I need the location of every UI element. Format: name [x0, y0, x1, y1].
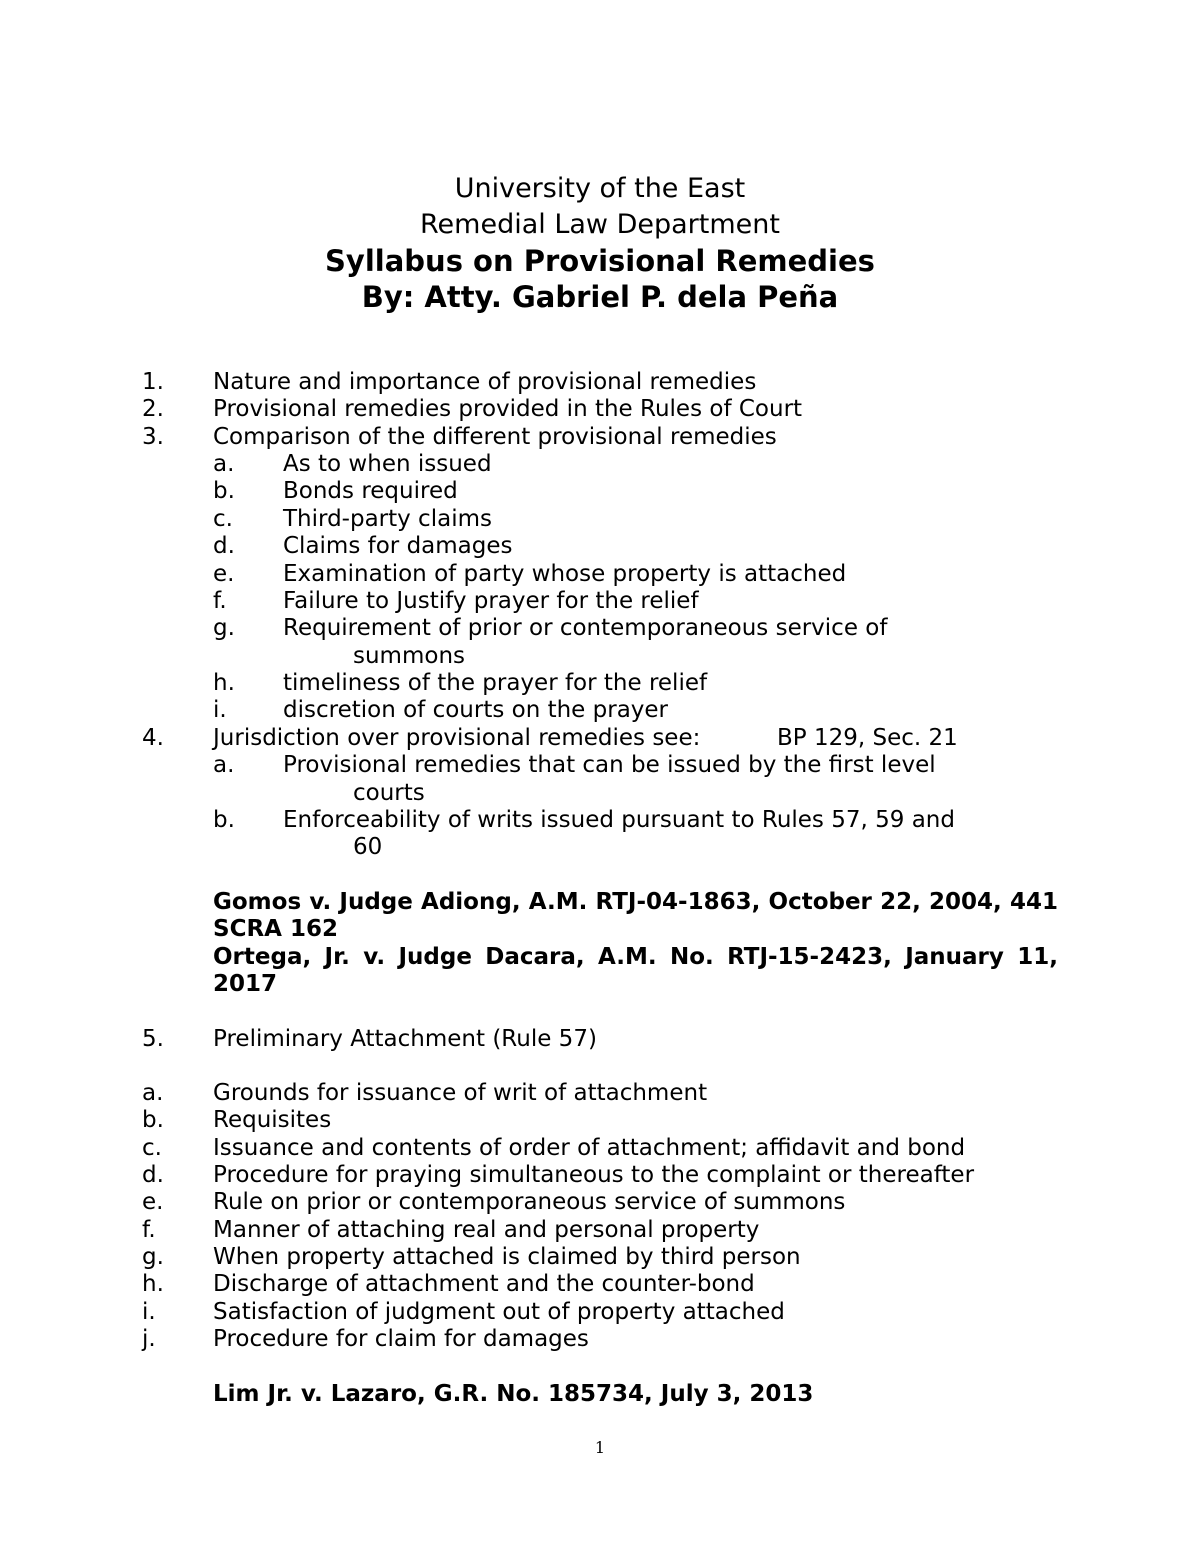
- item-number: 1.: [142, 369, 164, 395]
- sub-item-text: Procedure for praying simultaneous to the complaint or thereafter: [213, 1162, 975, 1188]
- sub-item-text: Issuance and contents of order of attachment; affidavit and bond: [213, 1135, 966, 1161]
- document-author: By: Atty. Gabriel P. dela Peña: [361, 280, 839, 314]
- institution-name: University of the East: [454, 173, 746, 204]
- item-text: Provisional remedies provided in the Rules of Court: [213, 396, 803, 422]
- sub-item-letter: b.: [213, 807, 235, 833]
- sub-item-letter: i.: [142, 1299, 156, 1325]
- sub-item-text: discretion of courts on the prayer: [283, 697, 669, 723]
- sub-item-letter: h.: [213, 670, 235, 696]
- sub-item-text: Requisites: [213, 1107, 332, 1133]
- sub-item-letter: a.: [213, 752, 235, 778]
- sub-item-letter: f.: [213, 588, 227, 614]
- item-number: 3.: [142, 424, 164, 450]
- page-number: 1: [594, 1438, 606, 1457]
- sub-item-text: When property attached is claimed by third person: [213, 1244, 801, 1270]
- sub-item-text: timeliness of the prayer for the relief: [283, 670, 708, 696]
- document-header: [0, 171, 1200, 315]
- statute-reference: BP 129, Sec. 21: [777, 725, 958, 751]
- sub-item-text: As to when issued: [283, 451, 492, 477]
- sub-item-letter: a.: [142, 1080, 164, 1106]
- sub-item-letter: c.: [142, 1135, 162, 1161]
- sub-item-letter: i.: [213, 697, 227, 723]
- sub-item-text: Third-party claims: [283, 506, 492, 532]
- sub-item-text: Manner of attaching real and personal property: [213, 1217, 760, 1243]
- item-number: 4.: [142, 725, 164, 751]
- sub-item-letter: e.: [213, 561, 235, 587]
- sub-item-continuation-text: courts: [353, 780, 425, 806]
- sub-item-text: Grounds for issuance of writ of attachment: [213, 1080, 708, 1106]
- sub-item-letter: g.: [142, 1244, 164, 1270]
- sub-item-text: Claims for damages: [283, 533, 513, 559]
- sub-item-text: Bonds required: [283, 478, 458, 504]
- sub-item-letter: b.: [142, 1107, 164, 1133]
- sub-item-text: Discharge of attachment and the counter-bond: [213, 1271, 755, 1297]
- item-number: 2.: [142, 396, 164, 422]
- sub-item-text: Failure to Justify prayer for the relief: [283, 588, 699, 614]
- sub-item-letter: a.: [213, 451, 235, 477]
- document-title: Syllabus on Provisional Remedies: [325, 244, 875, 278]
- sub-item-letter: j.: [142, 1326, 156, 1352]
- sub-item-letter: b.: [213, 478, 235, 504]
- department-name: Remedial Law Department: [420, 209, 780, 240]
- sub-item-letter: g.: [213, 615, 235, 641]
- item-text: Jurisdiction over provisional remedies see:: [213, 725, 701, 751]
- sub-item-text: Examination of party whose property is attached: [283, 561, 847, 587]
- item-text: Preliminary Attachment (Rule 57): [213, 1026, 597, 1052]
- sub-item-letter: d.: [213, 533, 235, 559]
- sub-item-letter: c.: [213, 506, 233, 532]
- item-number: 5.: [142, 1026, 164, 1052]
- sub-item-letter: d.: [142, 1162, 164, 1188]
- case-citation: Gomos v. Judge Adiong, A.M. RTJ-04-1863, October 22, 2004, 441 SCRA 162: [213, 889, 1058, 943]
- item-text: Comparison of the different provisional remedies: [213, 424, 777, 450]
- sub-item-continuation-text: summons: [353, 643, 466, 669]
- sub-item-text: Satisfaction of judgment out of property attached: [213, 1299, 785, 1325]
- sub-item-text: Procedure for claim for damages: [213, 1326, 589, 1352]
- case-citation: Ortega, Jr. v. Judge Dacara, A.M. No. RTJ-15-2423, January 11, 2017: [213, 944, 1058, 998]
- sub-item-letter: e.: [142, 1189, 164, 1215]
- item-text: Nature and importance of provisional remedies: [213, 369, 757, 395]
- sub-item-text: Rule on prior or contemporaneous service of summons: [213, 1189, 846, 1215]
- sub-item-text: Provisional remedies that can be issued by the first level: [283, 752, 936, 778]
- sub-item-letter: h.: [142, 1271, 164, 1297]
- sub-item-text: Requirement of prior or contemporaneous service of: [283, 615, 888, 641]
- sub-item-text: Enforceability of writs issued pursuant to Rules 57, 59 and: [283, 807, 955, 833]
- sub-item-continuation-text: 60: [353, 834, 383, 860]
- case-citation: Lim Jr. v. Lazaro, G.R. No. 185734, July 3, 2013: [213, 1381, 814, 1407]
- sub-item-letter: f.: [142, 1217, 156, 1243]
